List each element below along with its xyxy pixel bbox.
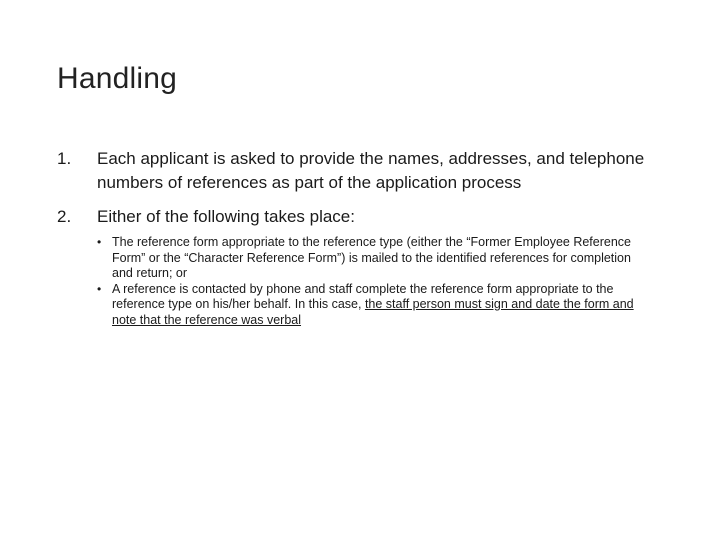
list-item [57,147,657,195]
bullet-text: The reference form appropriate to the reference type (either the “Former Employee Reference Form” or the “Character Reference Form”) is mailed to the identified references for completion and return; or [112,235,632,280]
bullet-icon: • [97,235,102,249]
bullet-item [97,235,642,282]
bullet-icon: • [97,281,102,296]
list-item-number: 2. [57,207,72,226]
list-item-content [97,205,647,328]
slide-title: Handling [57,62,178,95]
list-item-number: 1. [57,149,72,168]
list-item-text: Each applicant is asked to provide the names, addresses, and telephone numbers of references as part of the application process [97,149,645,192]
bullet-list [97,235,642,328]
numbered-list [57,147,657,328]
bullet-item [97,282,642,329]
list-item [57,205,657,328]
bullet-text: A reference is contacted by phone and staff complete the reference form appropriate to the reference type on his/her behalf. In this case, [112,281,614,311]
list-item-text: Either of the following takes place: [97,207,355,226]
bullet-underlined-text: the staff person must sign and date the form and note that the reference was verbal [112,297,634,327]
